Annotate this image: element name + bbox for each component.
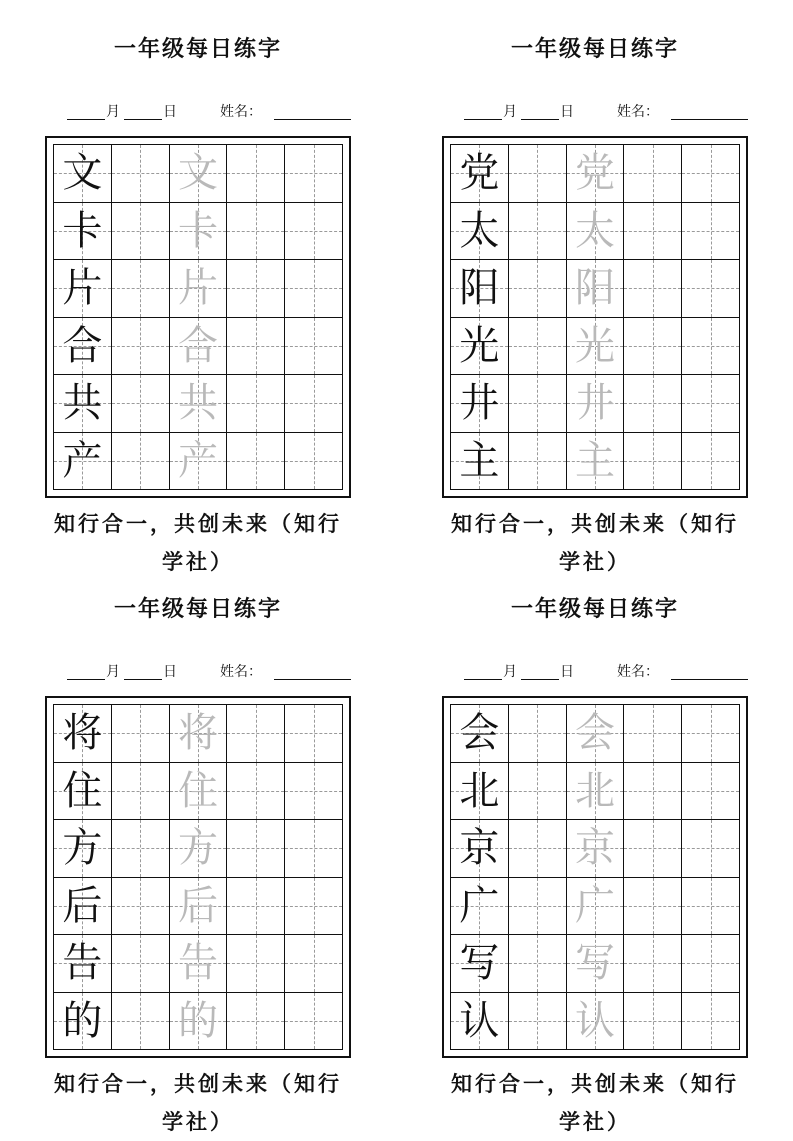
trace-character: 北 [574,767,615,814]
grid-cell [54,878,112,936]
motto-text: 知行合一，共创未来（知行学社） [451,512,739,574]
grid-cell [451,260,509,318]
sheet-title: 一年级每日练字 [510,37,679,62]
grid-cell[interactable] [112,203,170,261]
grid-cell[interactable] [112,260,170,318]
sheet-title: 一年级每日练字 [510,597,679,622]
grid-cell[interactable] [624,820,682,878]
grid-cell [54,203,112,261]
model-character: 太 [459,207,500,254]
day-label: 日 [560,664,574,680]
trace-character: 片 [177,265,218,312]
grid-cell[interactable] [682,763,740,821]
grid-cell[interactable] [624,318,682,376]
grid-cell[interactable] [285,203,343,261]
grid-cell[interactable] [509,433,567,491]
grid-cell [54,935,112,993]
grid-cell[interactable] [112,878,170,936]
model-character: 主 [459,437,500,484]
trace-character: 阳 [574,265,615,312]
date-name-line [45,102,351,124]
grid-cell[interactable] [624,203,682,261]
model-character: 后 [62,882,103,929]
model-character: 方 [62,825,103,872]
grid-cell[interactable] [509,375,567,433]
model-character: 会 [459,710,500,757]
day-blank[interactable] [521,119,559,120]
day-label: 日 [163,104,177,120]
grid-cell[interactable] [682,433,740,491]
name-label: 姓名： [220,104,262,120]
grid-cell[interactable] [567,433,625,491]
name-blank[interactable] [671,119,748,120]
grid-cell[interactable] [227,260,285,318]
grid-cell[interactable] [624,993,682,1051]
name-label: 姓名： [220,664,262,680]
grid-cell[interactable] [624,878,682,936]
grid-cell[interactable] [170,318,228,376]
grid-cell[interactable] [170,260,228,318]
model-character: 光 [459,322,500,369]
grid-cell[interactable] [285,993,343,1051]
model-character: 阳 [459,265,500,312]
grid-cell[interactable] [112,705,170,763]
grid-cell[interactable] [285,433,343,491]
model-character: 卡 [62,207,103,254]
day-blank[interactable] [124,679,162,680]
grid-cell [54,260,112,318]
day-blank[interactable] [521,679,559,680]
practice-grid [450,144,740,490]
grid-cell[interactable] [170,145,228,203]
grid-cell[interactable] [682,203,740,261]
grid-cell[interactable] [509,260,567,318]
model-character: 写 [459,940,500,987]
date-name-line [442,102,748,124]
practice-grid [53,704,343,1050]
grid-cell[interactable] [682,260,740,318]
grid-cell[interactable] [624,260,682,318]
grid-cell[interactable] [567,203,625,261]
name-blank[interactable] [274,679,351,680]
practice-sheet [45,30,351,574]
grid-cell [54,433,112,491]
model-character: 告 [62,940,103,987]
grid-cell [451,993,509,1051]
model-character: 将 [62,710,103,757]
grid-cell[interactable] [112,935,170,993]
grid-cell[interactable] [624,433,682,491]
month-label: 月 [106,664,120,680]
grid-cell[interactable] [682,993,740,1051]
grid-cell[interactable] [509,318,567,376]
grid-cell[interactable] [567,935,625,993]
trace-character: 将 [177,710,218,757]
grid-cell[interactable] [624,145,682,203]
grid-cell[interactable] [624,935,682,993]
practice-grid-frame [45,696,351,1058]
grid-cell[interactable] [285,935,343,993]
grid-cell[interactable] [567,763,625,821]
grid-cell [451,705,509,763]
grid-cell[interactable] [227,318,285,376]
motto-text: 知行合一，共创未来（知行学社） [451,1072,739,1134]
grid-cell[interactable] [112,375,170,433]
practice-grid-frame [442,696,748,1058]
grid-cell[interactable] [170,820,228,878]
name-label: 姓名： [617,104,659,120]
grid-cell [54,318,112,376]
day-label: 日 [560,104,574,120]
month-label: 月 [106,104,120,120]
grid-cell[interactable] [112,318,170,376]
date-name-line [442,662,748,684]
grid-cell [54,705,112,763]
trace-character: 光 [574,322,615,369]
grid-cell[interactable] [285,260,343,318]
grid-cell [54,145,112,203]
month-blank[interactable] [67,119,105,120]
grid-cell [451,820,509,878]
grid-cell[interactable] [227,375,285,433]
grid-cell[interactable] [170,763,228,821]
grid-cell[interactable] [170,203,228,261]
date-name-line [45,662,351,684]
practice-grid-frame [442,136,748,498]
trace-character: 住 [177,767,218,814]
model-character: 的 [62,997,103,1044]
month-blank[interactable] [464,119,502,120]
grid-cell[interactable] [567,318,625,376]
grid-cell[interactable] [170,935,228,993]
grid-cell[interactable] [112,993,170,1051]
trace-character: 卡 [177,207,218,254]
grid-cell[interactable] [227,763,285,821]
practice-sheet [442,590,748,1134]
model-character: 京 [459,825,500,872]
grid-cell [451,375,509,433]
grid-cell[interactable] [285,375,343,433]
practice-sheet [442,30,748,574]
grid-cell [54,375,112,433]
grid-cell[interactable] [509,145,567,203]
grid-cell[interactable] [170,878,228,936]
month-label: 月 [503,104,517,120]
grid-cell[interactable] [567,375,625,433]
grid-cell[interactable] [567,820,625,878]
practice-sheet [45,590,351,1134]
practice-grid [450,704,740,1050]
practice-grid-frame [45,136,351,498]
model-character: 井 [459,380,500,427]
trace-character: 文 [177,150,218,197]
grid-cell [451,318,509,376]
model-character: 合 [62,322,103,369]
grid-cell[interactable] [567,260,625,318]
grid-cell[interactable] [170,993,228,1051]
grid-cell [451,763,509,821]
month-label: 月 [503,664,517,680]
grid-cell[interactable] [624,375,682,433]
day-blank[interactable] [124,119,162,120]
grid-cell[interactable] [170,433,228,491]
grid-cell[interactable] [509,935,567,993]
grid-cell[interactable] [682,820,740,878]
motto-text: 知行合一，共创未来（知行学社） [54,1072,342,1134]
motto-text: 知行合一，共创未来（知行学社） [54,512,342,574]
grid-cell[interactable] [567,878,625,936]
grid-cell[interactable] [682,705,740,763]
grid-cell[interactable] [509,203,567,261]
grid-cell[interactable] [285,145,343,203]
model-character: 党 [459,150,500,197]
grid-cell [54,993,112,1051]
grid-cell[interactable] [112,145,170,203]
grid-cell[interactable] [227,878,285,936]
grid-cell [451,878,509,936]
grid-cell[interactable] [112,763,170,821]
grid-cell[interactable] [682,145,740,203]
model-character: 共 [62,380,103,427]
trace-character: 产 [177,437,218,484]
grid-cell[interactable] [112,820,170,878]
month-blank[interactable] [67,679,105,680]
trace-character: 主 [574,437,615,484]
model-character: 北 [459,767,500,814]
grid-cell[interactable] [682,318,740,376]
trace-character: 后 [177,882,218,929]
grid-cell[interactable] [285,878,343,936]
trace-character: 方 [177,825,218,872]
grid-cell[interactable] [624,763,682,821]
grid-cell [451,433,509,491]
grid-cell[interactable] [682,375,740,433]
grid-cell[interactable] [567,705,625,763]
grid-cell [451,935,509,993]
grid-cell[interactable] [227,145,285,203]
model-character: 片 [62,265,103,312]
grid-cell[interactable] [285,705,343,763]
trace-character: 京 [574,825,615,872]
grid-cell[interactable] [682,935,740,993]
trace-character: 写 [574,940,615,987]
grid-cell[interactable] [567,993,625,1051]
name-blank[interactable] [671,679,748,680]
model-character: 广 [459,882,500,929]
trace-character: 广 [574,882,615,929]
trace-character: 太 [574,207,615,254]
grid-cell[interactable] [227,705,285,763]
trace-character: 的 [177,997,218,1044]
trace-character: 告 [177,940,218,987]
model-character: 文 [62,150,103,197]
grid-cell [54,820,112,878]
grid-cell[interactable] [112,433,170,491]
model-character: 认 [459,997,500,1044]
trace-character: 井 [574,380,615,427]
grid-cell [54,763,112,821]
grid-cell[interactable] [285,820,343,878]
model-character: 住 [62,767,103,814]
grid-cell[interactable] [227,820,285,878]
grid-cell[interactable] [624,705,682,763]
trace-character: 会 [574,710,615,757]
grid-cell[interactable] [285,763,343,821]
grid-cell[interactable] [567,145,625,203]
grid-cell[interactable] [509,878,567,936]
month-blank[interactable] [464,679,502,680]
trace-character: 合 [177,322,218,369]
grid-cell[interactable] [227,935,285,993]
grid-cell [451,203,509,261]
grid-cell[interactable] [227,203,285,261]
day-label: 日 [163,664,177,680]
trace-character: 共 [177,380,218,427]
grid-cell[interactable] [682,878,740,936]
grid-cell[interactable] [170,375,228,433]
grid-cell[interactable] [227,993,285,1051]
name-blank[interactable] [274,119,351,120]
sheet-title: 一年级每日练字 [113,597,282,622]
grid-cell[interactable] [170,705,228,763]
grid-cell[interactable] [509,820,567,878]
practice-grid [53,144,343,490]
grid-cell[interactable] [509,705,567,763]
grid-cell[interactable] [509,763,567,821]
trace-character: 认 [574,997,615,1044]
grid-cell[interactable] [227,433,285,491]
grid-cell [451,145,509,203]
grid-cell[interactable] [285,318,343,376]
name-label: 姓名： [617,664,659,680]
model-character: 产 [62,437,103,484]
sheet-title: 一年级每日练字 [113,37,282,62]
grid-cell[interactable] [509,993,567,1051]
trace-character: 党 [574,150,615,197]
